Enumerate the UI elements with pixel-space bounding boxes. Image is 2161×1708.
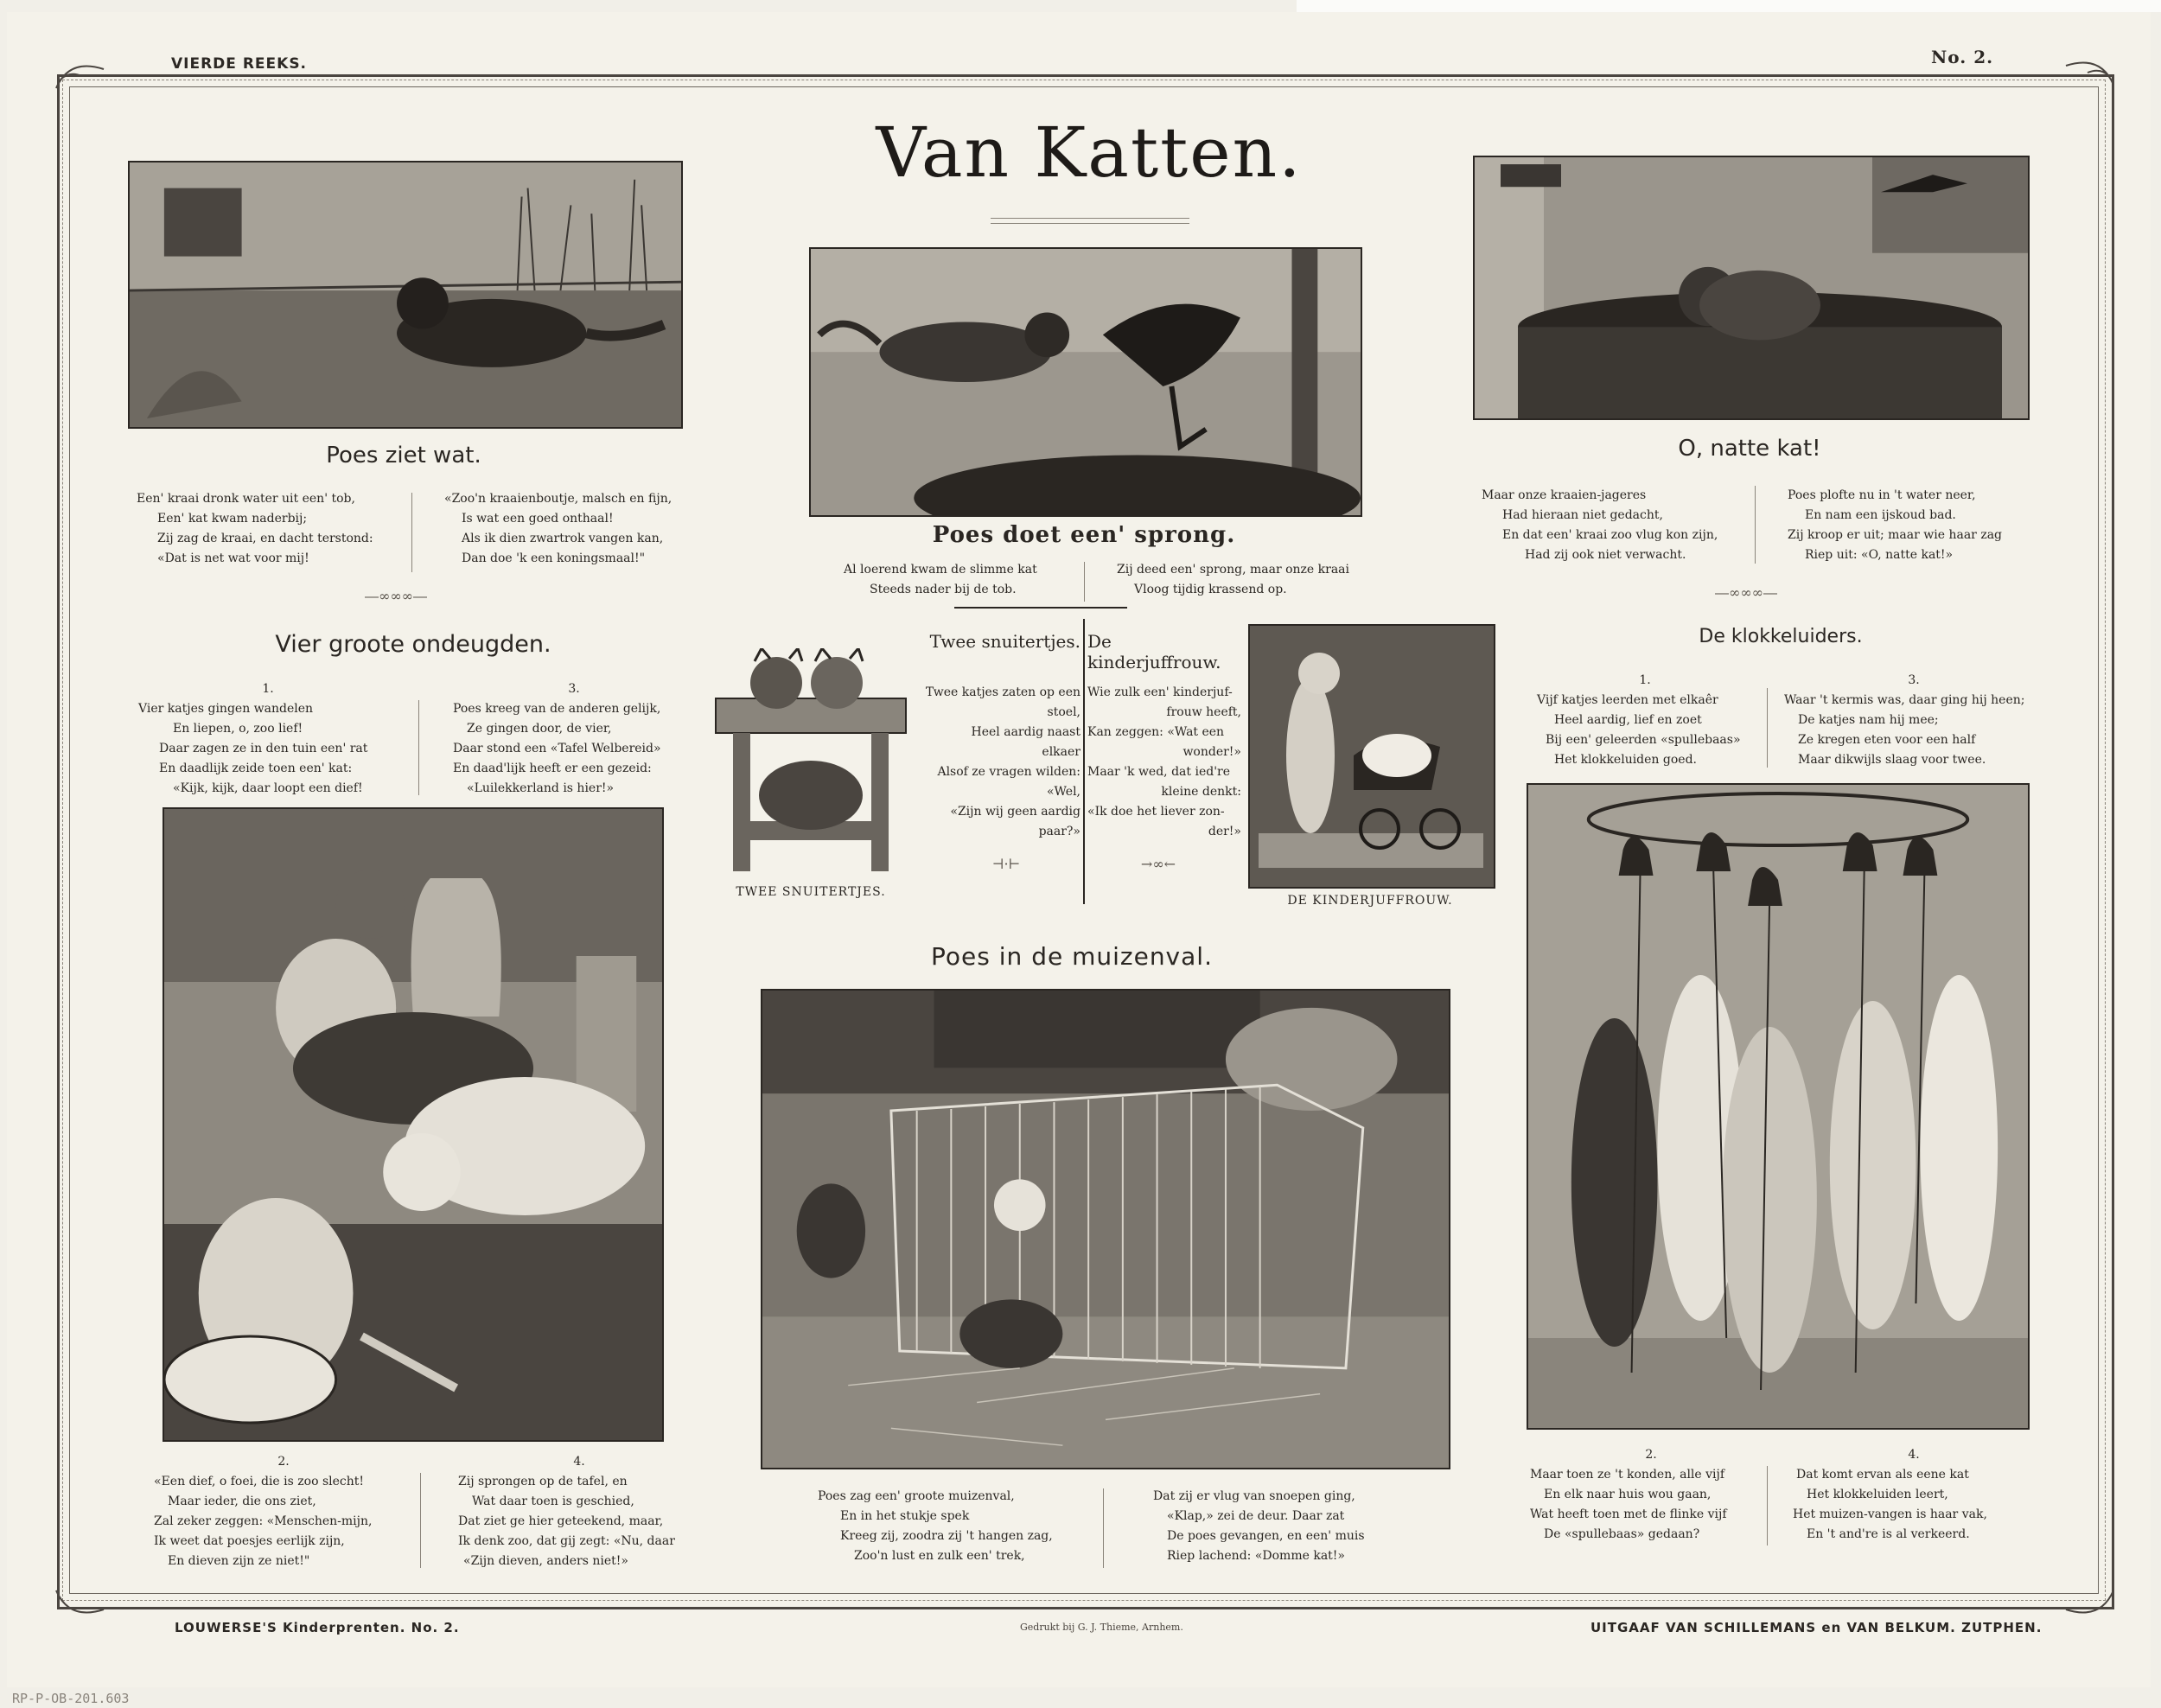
poem-klokkeluiders-v2 (1530, 1445, 1772, 1545)
poem-line: Een' kat kwam naderbij; (157, 512, 308, 526)
poem-kinderjuffrouw (1087, 683, 1241, 842)
verse-number: 4. (1908, 1448, 1920, 1462)
footer-printer: Gedrukt bij G. J. Thieme, Arnhem. (1020, 1622, 1183, 1633)
poem-line: Wie zulk een' kinderjuf- (1087, 685, 1233, 699)
poem-line: «Een dief, o foei, die is zoo slecht! (154, 1475, 365, 1488)
poem-line: Dan doe 'k een koningsmaal!" (462, 551, 646, 565)
poem-line: der!» (1208, 825, 1241, 838)
poem-line: Poes plofte nu in 't water neer, (1788, 488, 1976, 502)
poem-line: Een' kraai dronk water uit een' tob, (137, 492, 355, 506)
verse-number: 1. (1639, 673, 1651, 687)
poem-muizenval-left (818, 1487, 1077, 1566)
poem-poes-doet-sprong-right (1117, 560, 1359, 600)
poem-line: Wat heeft toen met de flinke vijf (1530, 1507, 1727, 1521)
poem-line: Zal zeker zeggen: «Menschen-mijn, (154, 1514, 373, 1528)
poem-line: kleine denkt: (1161, 785, 1241, 799)
poem-line: paar?» (1038, 825, 1080, 838)
poem-line: Riep lachend: «Domme kat!» (1167, 1549, 1345, 1563)
poem-line: En daadlijk zeide toen een' kat: (159, 762, 353, 775)
poem-line: Ze kregen eten voor een half (1798, 733, 1976, 747)
poem-line: Poes zag een' groote muizenval, (818, 1489, 1015, 1503)
collection-stamp: RP-P-OB-201.603 (12, 1691, 130, 1706)
title-rule (991, 218, 1189, 219)
poem-line: En dat een' kraai zoo vlug kon zijn, (1502, 528, 1718, 542)
poem-line: Alsof ze vragen wilden: (937, 765, 1080, 779)
poem-line: Ik denk zoo, dat gij zegt: «Nu, daar (458, 1534, 675, 1548)
poem-ondeugden-v4 (449, 1452, 709, 1571)
footer-left: LOUWERSE'S Kinderprenten. No. 2. (175, 1620, 460, 1635)
poem-line: Maar dikwijls slaag voor twee. (1798, 753, 1986, 767)
poem-line: De poes gevangen, en een' muis (1167, 1529, 1365, 1543)
poem-line: Ze gingen door, de vier, (467, 722, 612, 736)
verse-number: 3. (568, 682, 580, 696)
poem-natte-kat-left (1482, 486, 1741, 565)
poem-poes-doet-sprong-left (844, 560, 1086, 600)
poem-line: De katjes nam hij mee; (1798, 713, 1939, 727)
poem-line: Had hieraan niet gedacht, (1502, 508, 1663, 522)
divider-ornament-icon: ―∞∞∞― (365, 588, 427, 604)
column-divider (1103, 1488, 1104, 1568)
poem-poes-ziet-wat-left (137, 489, 396, 569)
poem-line: «Dat is net wat voor mij! (157, 551, 309, 565)
column-divider (420, 1473, 421, 1568)
series-label: VIERDE REEKS. (171, 55, 308, 73)
title-rule (991, 223, 1189, 224)
poem-line: Het klokkeluiden goed. (1554, 753, 1697, 767)
poem-line: «Klap,» zei de deur. Daar zat (1167, 1509, 1345, 1523)
poem-line: frouw heeft, (1166, 705, 1241, 719)
illustration-two-kittens-chair (707, 648, 915, 875)
caption-natte-kat: O, natte kat! (1678, 436, 1821, 462)
poem-line: Is wat een goed onthaal! (462, 512, 614, 526)
corner-ornament-icon (2057, 50, 2118, 93)
sheet-number: No. 2. (1931, 47, 1994, 67)
poem-line: Daar zagen ze in den tuin een' rat (159, 742, 368, 755)
poem-line: «Zijn wij geen aardig (950, 805, 1080, 819)
poem-line: De «spullebaas» gedaan? (1544, 1527, 1700, 1541)
poem-line: Zij sprongen op de tafel, en (458, 1475, 628, 1488)
poem-line: «Kijk, kijk, daar loopt een dief! (173, 781, 363, 795)
poem-line: En liepen, o, zoo lief! (173, 722, 303, 736)
poem-line: Twee katjes zaten op een (925, 685, 1080, 699)
poem-klokkeluiders-v3 (1784, 671, 2043, 770)
poem-line: Maar 'k wed, dat ied're (1087, 765, 1231, 779)
poem-line: Bij een' geleerden «spullebaas» (1546, 733, 1741, 747)
poem-line: Vloog tijdig krassend op. (1134, 583, 1287, 596)
poem-line: En in het stukje spek (840, 1509, 970, 1523)
poem-line: En nam een ijskoud bad. (1805, 508, 1956, 522)
label-kinderjuffrouw: DE KINDERJUFFROUW. (1287, 894, 1453, 908)
caption-kinderjuffrouw: De kinderjuffrouw. (1087, 631, 1221, 672)
corner-ornament-icon (52, 1582, 112, 1625)
illustration-cats-on-table (163, 807, 664, 1442)
page-title: Van Katten. (876, 112, 1303, 193)
column-divider (1767, 1466, 1768, 1545)
poem-natte-kat-right (1788, 486, 2030, 565)
corner-ornament-icon (2057, 1582, 2118, 1625)
poem-line: En dieven zijn ze niet!" (168, 1554, 310, 1568)
poem-line: «Ik doe het liever zon- (1087, 805, 1225, 819)
caption-klokkeluiders: De klokkeluiders. (1699, 626, 1863, 647)
illustration-cat-in-tub (1473, 156, 2030, 420)
poem-klokkeluiders-v4 (1793, 1445, 2035, 1545)
poem-line: Dat zij er vlug van snoepen ging, (1153, 1489, 1355, 1503)
poem-line: «Zoo'n kraaienboutje, malsch en fijn, (444, 492, 673, 506)
poem-line: Vijf katjes leerden met elkaêr (1537, 693, 1718, 707)
poem-line: Riep uit: «O, natte kat!» (1805, 548, 1954, 562)
divider-ornament-icon: ―∞∞∞― (1715, 584, 1777, 601)
poem-line: Heel aardig, lief en zoet (1554, 713, 1702, 727)
illustration-cats-ringing-bells (1527, 783, 2030, 1430)
illustration-cat-in-mousetrap (761, 989, 1450, 1469)
poem-line: Al loerend kwam de slimme kat (844, 563, 1037, 577)
label-twee-snuitertjes: TWEE SNUITERTJES. (736, 885, 886, 899)
poem-muizenval-right (1153, 1487, 1412, 1566)
poem-line: Poes kreeg van de anderen gelijk, (453, 702, 661, 716)
column-divider (411, 493, 412, 572)
poem-line: Zij kroop er uit; maar wie haar zag (1788, 528, 2003, 542)
poem-line: Waar 't kermis was, daar ging hij heen; (1784, 693, 2025, 707)
caption-ondeugden: Vier groote ondeugden. (275, 631, 551, 658)
poem-line: Kan zeggen: «Wat een (1087, 725, 1225, 739)
poem-line: elkaer (1042, 745, 1080, 759)
caption-muizenval: Poes in de muizenval. (931, 942, 1213, 971)
illustration-cat-stalking (128, 161, 683, 429)
center-divider (1083, 619, 1085, 904)
poem-line: Steeds nader bij de tob. (870, 583, 1017, 596)
poem-line: Wat daar toen is geschied, (472, 1494, 634, 1508)
poem-line: Maar ieder, die ons ziet, (168, 1494, 316, 1508)
poem-line: Zij zag de kraai, en dacht terstond: (157, 532, 373, 545)
divider-ornament-icon: →∞← (1140, 856, 1176, 872)
poem-ondeugden-v1 (138, 679, 398, 799)
poem-line: En 't and're is al verkeerd. (1807, 1527, 1970, 1541)
poem-line: «Zijn dieven, anders niet!» (463, 1554, 628, 1568)
poem-line: «Wel, (1046, 785, 1080, 799)
footer-publisher: UITGAAF VAN SCHILLEMANS en VAN BELKUM. ZUTPHEN. (1590, 1620, 2043, 1635)
poem-line: Heel aardig naast (971, 725, 1080, 739)
poem-line: Zij deed een' sprong, maar onze kraai (1117, 563, 1349, 577)
poem-line: Daar stond een «Tafel Welbereid» (453, 742, 661, 755)
poem-line: Had zij ook niet verwacht. (1525, 548, 1686, 562)
caption-poes-ziet-wat: Poes ziet wat. (326, 443, 481, 468)
poem-ondeugden-v2 (154, 1452, 413, 1571)
verse-number: 3. (1908, 673, 1920, 687)
caption-twee-snuitertjes: Twee snuitertjes. (929, 631, 1080, 652)
poem-klokkeluiders-v1 (1528, 671, 1762, 770)
poem-line: Zoo'n lust en zulk een' trek, (854, 1549, 1025, 1563)
poem-line: Het muizen-vangen is haar vak, (1793, 1507, 1987, 1521)
poem-line: Maar toen ze 't konden, alle vijf (1530, 1468, 1725, 1482)
caption-poes-doet-sprong: Poes doet een' sprong. (932, 522, 1236, 548)
poem-twee-snuitertjes (916, 683, 1080, 842)
poem-ondeugden-v3 (444, 679, 704, 799)
column-divider (1755, 486, 1756, 564)
poem-line: Dat ziet ge hier geteekend, maar, (458, 1514, 664, 1528)
poem-line: Dat komt ervan als eene kat (1796, 1468, 1969, 1482)
verse-number: 2. (277, 1455, 290, 1469)
poem-line: En elk naar huis wou gaan, (1544, 1488, 1712, 1501)
verse-number: 2. (1645, 1448, 1657, 1462)
column-divider (1767, 688, 1768, 768)
poem-line: Als ik dien zwartrok vangen kan, (462, 532, 664, 545)
divider-ornament-icon: ⊣·⊢ (991, 856, 1021, 872)
poem-line: stoel, (1047, 705, 1080, 719)
poem-line: Vier katjes gingen wandelen (138, 702, 314, 716)
poem-line: Kreeg zij, zoodra zij 't hangen zag, (840, 1529, 1053, 1543)
corner-ornament-icon (52, 54, 112, 97)
poem-line: En daad'lijk heeft er een gezeid: (453, 762, 652, 775)
poem-line: «Luilekkerland is hier!» (467, 781, 615, 795)
section-rule (954, 607, 1127, 609)
illustration-cat-jumping (809, 247, 1362, 517)
poem-line: wonder!» (1182, 745, 1241, 759)
verse-number: 4. (573, 1455, 585, 1469)
illustration-cat-with-pram (1248, 624, 1495, 889)
paper-edge (1297, 0, 2161, 12)
poem-line: Ik weet dat poesjes eerlijk zijn, (154, 1534, 345, 1548)
column-divider (418, 700, 419, 795)
poem-line: Maar onze kraaien-jageres (1482, 488, 1647, 502)
poem-poes-ziet-wat-right (444, 489, 686, 569)
verse-number: 1. (262, 682, 274, 696)
column-divider (1084, 562, 1085, 602)
poem-line: Het klokkeluiden leert, (1807, 1488, 1948, 1501)
